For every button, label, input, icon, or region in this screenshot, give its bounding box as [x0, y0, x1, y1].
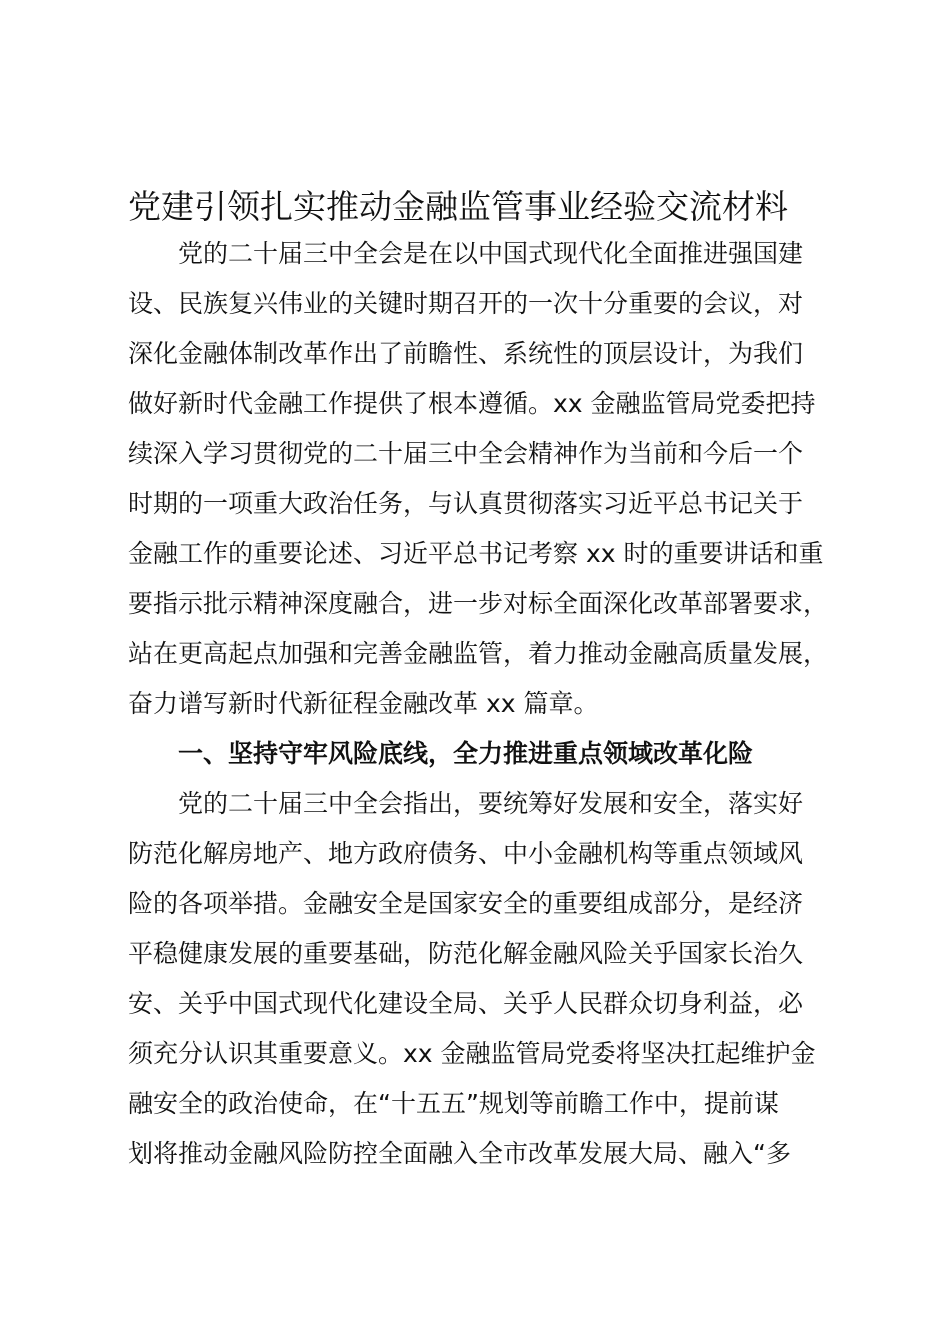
paragraph-line: 奋力谱写新时代新征程金融改革 xx 篇章。 — [128, 689, 599, 718]
paragraph-line: 安、关乎中国式现代化建设全局、关乎人民群众切身利益，必 — [128, 989, 804, 1018]
paragraph-line: 党的二十届三中全会是在以中国式现代化全面推进强国建 — [178, 239, 804, 268]
paragraph-line: 要指示批示精神深度融合，进一步对标全面深化改革部署要求， — [128, 589, 829, 618]
section-heading: 一、坚持守牢风险底线，全力推进重点领域改革化险 — [178, 739, 754, 768]
paragraph-line: 须充分认识其重要意义。xx 金融监管局党委将坚决扛起维护金 — [128, 1039, 816, 1068]
paragraph-line: 融安全的政治使命，在“十五五”规划等前瞻工作中，提前谋 — [128, 1089, 779, 1118]
paragraph-line: 站在更高起点加强和完善金融监管，着力推动金融高质量发展， — [128, 639, 829, 668]
paragraph-line: 防范化解房地产、地方政府债务、中小金融机构等重点领域风 — [128, 839, 804, 868]
paragraph-line: 平稳健康发展的重要基础，防范化解金融风险关乎国家长治久 — [128, 939, 804, 968]
paragraph-line: 险的各项举措。金融安全是国家安全的重要组成部分，是经济 — [128, 889, 804, 918]
paragraph-line: 时期的一项重大政治任务，与认真贯彻落实习近平总书记关于 — [128, 489, 804, 518]
paragraph-line: 划将推动金融风险防控全面融入全市改革发展大局、融入“多 — [128, 1139, 791, 1168]
paragraph-line: 设、民族复兴伟业的关键时期召开的一次十分重要的会议，对 — [128, 289, 804, 318]
paragraph-line: 党的二十届三中全会指出，要统筹好发展和安全，落实好 — [178, 789, 804, 818]
document-title: 党建引领扎实推动金融监管事业经验交流材料 — [128, 187, 788, 226]
paragraph-line: 续深入学习贯彻党的二十届三中全会精神作为当前和今后一个 — [128, 439, 804, 468]
paragraph-line: 做好新时代金融工作提供了根本遵循。xx 金融监管局党委把持 — [128, 389, 816, 418]
paragraph-line: 金融工作的重要论述、习近平总书记考察 xx 时的重要讲话和重 — [128, 539, 824, 568]
paragraph-line: 深化金融体制改革作出了前瞻性、系统性的顶层设计，为我们 — [128, 339, 804, 368]
